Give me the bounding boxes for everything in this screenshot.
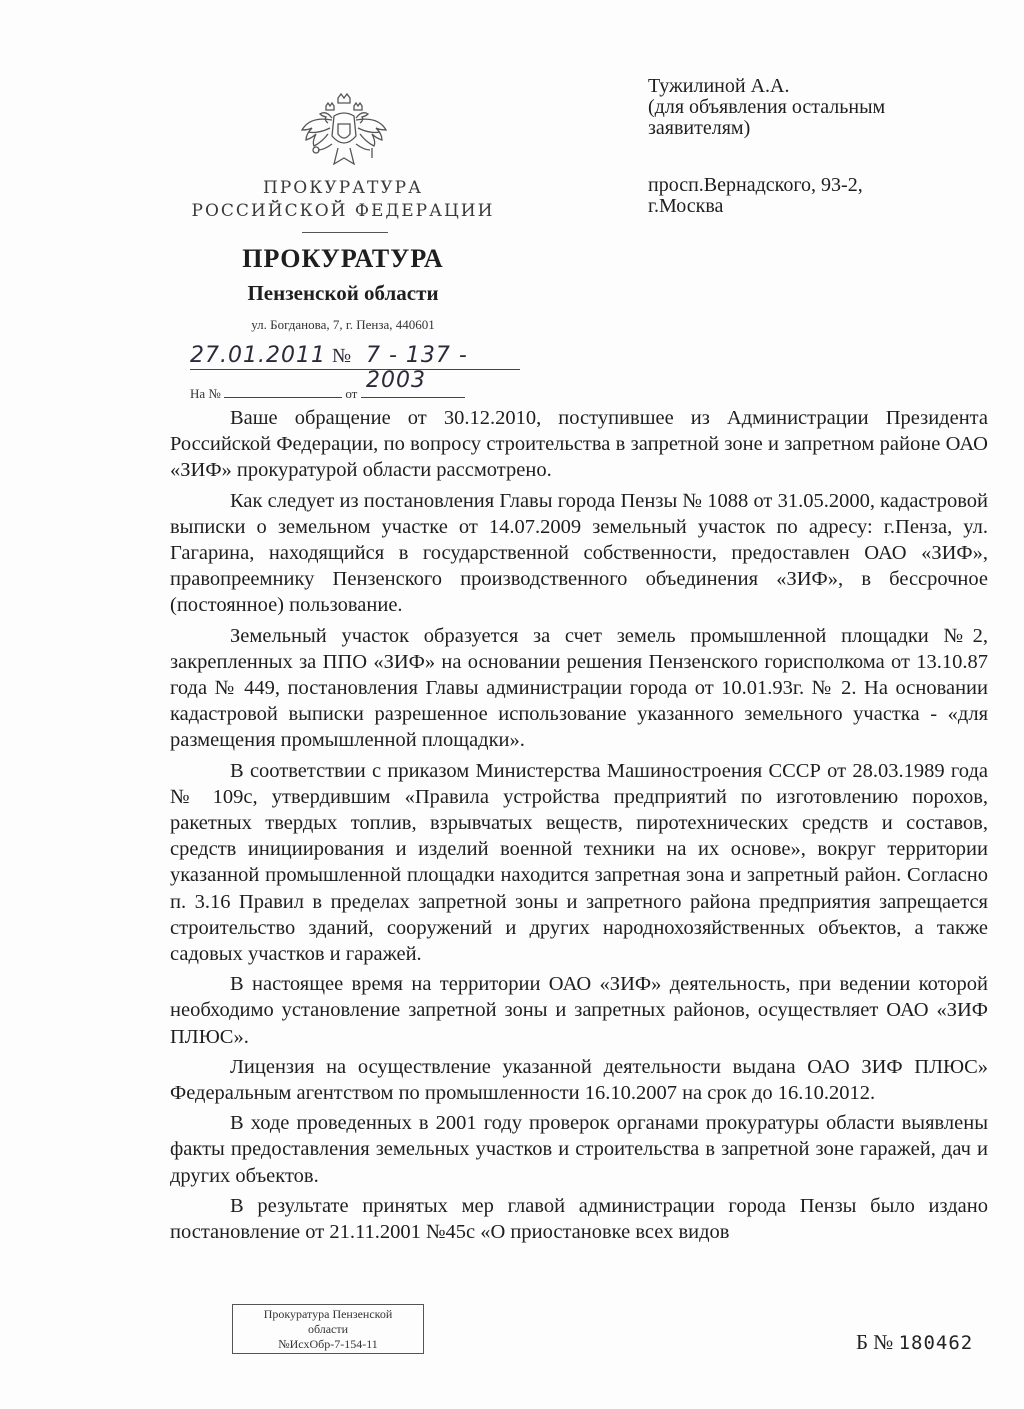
body-paragraph: Ваше обращение от 30.12.2010, поступившее из Администрации Президента Российской Федерации, по вопросу строительства в запретной зоне и запретном районе ОАО «ЗИФ» прокуратурой области рассмотрено. [170,407,988,482]
form-serial-number [856,1330,973,1355]
letter-body [170,405,988,1249]
stamp-line2: области [307,1322,349,1336]
outgoing-reference [190,343,520,393]
body-paragraph: Как следует из постановления Главы города Пензы № 1088 от 31.05.2000, кадастровой выписки о земельном участке от 14.07.2009 земельный участок по адресу: г.Пенза, ул. Гагарина, находящийся в государственной собственности, предоставлен ОАО «ЗИФ», правопреемнику Пензенского производственного объединения «ЗИФ», в бессрочное (постоянное) пользование. [170,489,988,617]
recipient-name: Тужилиной А.А. [648,75,790,97]
org-name-line2: РОССИЙСКОЙ ФЕДЕРАЦИИ [191,201,495,221]
recipient-block [648,76,988,217]
prosecutor-office-region: Пензенской области [247,281,439,305]
ot-label: от [345,386,358,401]
header-divider [302,232,388,233]
recipient-city: г.Москва [648,195,724,217]
recipient-note-line1: (для объявления остальным [648,96,886,118]
na-label: На № [190,386,221,401]
outgoing-date: 27.01.2011 [190,343,326,368]
recipient-street: просп.Вернадского, 93-2, [648,174,863,196]
body-paragraph: В результате принятых мер главой администрации города Пензы было издано постановление от 21.11.2001 №45с «О приостановке всех видов [170,1194,988,1244]
incoming-number-blank [224,387,342,398]
reference-underline [190,369,520,370]
body-paragraph: В ходе проведенных в 2001 году проверок органами прокуратуры области выявлены факты предоставления земельных участков и строительства в запретной зоне гаражей, дач и других объектов. [170,1112,988,1187]
recipient-gap [648,139,988,175]
serial-number: 180462 [898,1332,974,1354]
number-sign: № [332,345,353,367]
stamp-line3: №ИсхОбр-7-154-11 [278,1337,378,1351]
org-name-line1: ПРОКУРАТУРА [263,178,423,198]
body-paragraph: Земельный участок образуется за счет земель промышленной площадки №2, закрепленных за ППО «ЗИФ» на основании решения Пензенского горисполкома от 13.10.87 года № 449, постановления Главы администрации города от 10.01.93г. № 2. На основании кадастровой выписки разрешенное использование указанного земельного участка - «для размещения промышленной площадки». [170,624,988,752]
incoming-date-blank [361,387,465,398]
office-address: ул. Богданова, 7, г. Пенза, 440601 [251,317,435,332]
body-paragraph: В соответствии с приказом Министерства Машиностроения СССР от 28.03.1989 года № 109с, утвердившим «Правила устройства предприятий по изготовлению порохов, ракетных твердых топлив, взрывчатых веществ, пиротехнических средств и составов, средств инициирования и изделий военной техники на их основе», вокруг территории указанной промышленной площадки находится запретная зона и запретный район. Согласно п. 3.16 Правил в пределах запретной зоны и запретного района предприятия запрещается строительство зданий, сооружений и других народнохозяйственных объектов, а также садовых участков и гаражей. [170,759,988,966]
body-paragraph: Лицензия на осуществление указанной деятельности выдана ОАО ЗИФ ПЛЮС» Федеральным агентством по промышленности 16.10.2007 на срок до 16.10.2012. [170,1055,988,1105]
serial-prefix: Б № [856,1330,894,1354]
registration-stamp [232,1304,424,1354]
stamp-line1: Прокуратура Пензенской [263,1307,393,1321]
coat-of-arms-emblem [298,92,390,180]
recipient-note-line2: заявителям) [648,117,751,139]
prosecutor-office-title: ПРОКУРАТУРА [242,244,444,273]
incoming-reference [190,386,465,402]
body-paragraph: В настоящее время на территории ОАО «ЗИФ» деятельность, при ведении которой необходимо установление запретной зоны и запретных районов, осуществляет ОАО «ЗИФ ПЛЮС». [170,973,988,1048]
outgoing-number: 7 - 137 - 2003 [366,343,468,393]
